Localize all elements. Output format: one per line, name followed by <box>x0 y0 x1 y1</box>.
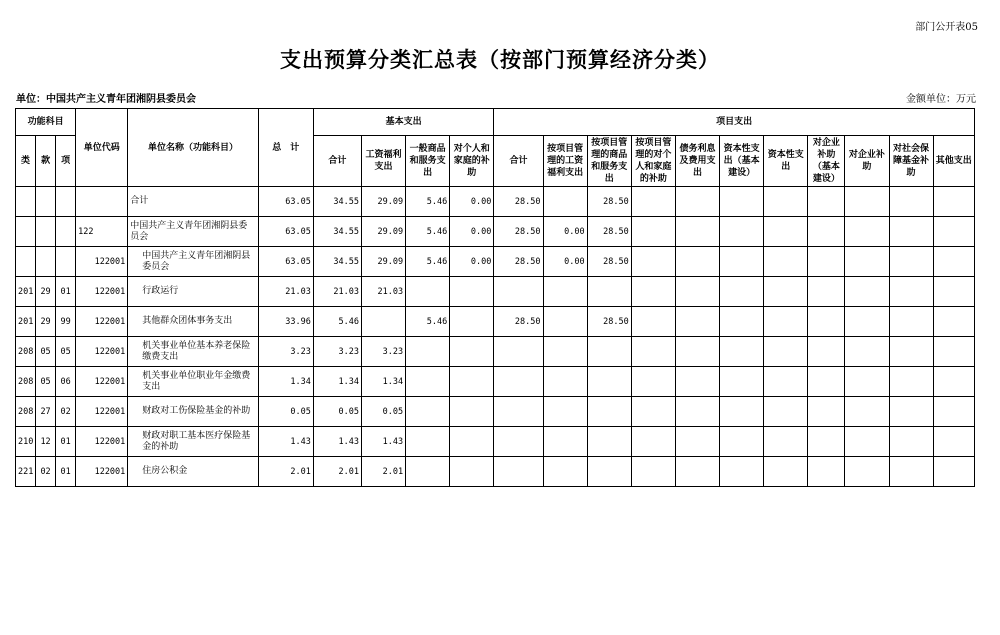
table-row <box>16 337 975 367</box>
cell-kuan <box>36 187 56 217</box>
page-title: 支出预算分类汇总表（按部门预算经济分类） <box>280 47 720 72</box>
cell-kuan: 02 <box>36 457 56 487</box>
cell-unit-name: 行政运行 <box>128 277 258 307</box>
cell-basic-family: 0.00 <box>450 247 494 277</box>
cell-basic-wage: 1.43 <box>361 427 405 457</box>
cell-basic-family: 0.00 <box>450 217 494 247</box>
cell-basic-family: 0.00 <box>450 187 494 217</box>
table-row <box>16 427 975 457</box>
cell-lei <box>16 247 36 277</box>
cell-project-debt <box>675 277 719 307</box>
cell-basic-goods: 5.46 <box>406 187 450 217</box>
cell-project-wage <box>543 397 587 427</box>
cell-xiang: 06 <box>56 367 76 397</box>
cell-project-social <box>889 307 933 337</box>
cell-lei <box>16 187 36 217</box>
cell-project-family <box>631 397 675 427</box>
header-project-enterprise-basic: 对企业补助（基本建设） <box>808 136 845 187</box>
form-number: 部门公开表05 <box>915 22 978 33</box>
cell-project-enterprise <box>845 307 889 337</box>
cell-xiang: 99 <box>56 307 76 337</box>
cell-project-goods: 28.50 <box>587 187 631 217</box>
cell-basic-goods: 5.46 <box>406 307 450 337</box>
cell-project-social <box>889 337 933 367</box>
cell-project-capital-basic <box>720 367 764 397</box>
header-project-sum: 合计 <box>494 136 543 187</box>
cell-lei: 201 <box>16 307 36 337</box>
cell-project-wage <box>543 367 587 397</box>
cell-project-other <box>933 427 974 457</box>
cell-project-debt <box>675 367 719 397</box>
cell-basic-wage: 3.23 <box>361 337 405 367</box>
cell-project-wage <box>543 187 587 217</box>
header-project-family: 按项目管理的对个人和家庭的补助 <box>631 136 675 187</box>
cell-kuan <box>36 217 56 247</box>
cell-project-sum <box>494 397 543 427</box>
cell-basic-wage: 1.34 <box>361 367 405 397</box>
cell-project-enterprise <box>845 457 889 487</box>
cell-unit-name: 机关事业单位基本养老保险缴费支出 <box>128 337 258 367</box>
cell-project-sum: 28.50 <box>494 307 543 337</box>
header-basic-sum: 合计 <box>313 136 361 187</box>
unit-label: 单位：中国共产主义青年团湘阴县委员会 <box>16 94 196 105</box>
cell-project-capital <box>764 457 808 487</box>
table-row <box>16 367 975 397</box>
cell-lei: 201 <box>16 277 36 307</box>
cell-unit-code: 122001 <box>76 397 128 427</box>
cell-project-wage: 0.00 <box>543 247 587 277</box>
cell-project-wage <box>543 307 587 337</box>
cell-xiang <box>56 187 76 217</box>
cell-unit-code: 122001 <box>76 457 128 487</box>
cell-kuan: 05 <box>36 337 56 367</box>
cell-project-social <box>889 397 933 427</box>
cell-basic-sum: 34.55 <box>313 187 361 217</box>
cell-basic-family <box>450 427 494 457</box>
cell-project-debt <box>675 397 719 427</box>
cell-project-capital <box>764 187 808 217</box>
header-project-enterprise: 对企业补助 <box>845 136 889 187</box>
cell-project-enterprise <box>845 247 889 277</box>
cell-basic-sum: 21.03 <box>313 277 361 307</box>
cell-project-wage <box>543 427 587 457</box>
table-row <box>16 217 975 247</box>
header-basic-goods: 一般商品和服务支出 <box>406 136 450 187</box>
cell-project-sum <box>494 427 543 457</box>
cell-project-enterprise-basic <box>808 457 845 487</box>
cell-xiang <box>56 247 76 277</box>
cell-xiang: 01 <box>56 277 76 307</box>
cell-unit-code: 122001 <box>76 277 128 307</box>
cell-kuan: 27 <box>36 397 56 427</box>
cell-basic-sum: 2.01 <box>313 457 361 487</box>
cell-project-debt <box>675 307 719 337</box>
cell-project-family <box>631 427 675 457</box>
cell-project-capital <box>764 397 808 427</box>
cell-kuan: 29 <box>36 307 56 337</box>
cell-project-enterprise-basic <box>808 307 845 337</box>
cell-project-sum <box>494 337 543 367</box>
cell-project-wage <box>543 277 587 307</box>
cell-project-capital <box>764 427 808 457</box>
table-row <box>16 307 975 337</box>
header-basic-family: 对个人和家庭的补助 <box>450 136 494 187</box>
cell-project-capital <box>764 247 808 277</box>
header-project-debt: 债务利息及费用支出 <box>675 136 719 187</box>
cell-project-other <box>933 247 974 277</box>
cell-total: 63.05 <box>258 247 313 277</box>
cell-project-debt <box>675 187 719 217</box>
cell-total: 2.01 <box>258 457 313 487</box>
cell-total: 1.34 <box>258 367 313 397</box>
currency-unit-label: 金额单位：万元 <box>906 94 976 105</box>
cell-xiang <box>56 217 76 247</box>
header-project-expenditure: 项目支出 <box>494 109 975 136</box>
cell-project-other <box>933 277 974 307</box>
cell-project-capital-basic <box>720 457 764 487</box>
header-project-goods: 按项目管理的商品和服务支出 <box>587 136 631 187</box>
cell-basic-wage: 29.09 <box>361 247 405 277</box>
cell-project-debt <box>675 337 719 367</box>
cell-project-goods: 28.50 <box>587 307 631 337</box>
cell-project-goods <box>587 337 631 367</box>
table-row <box>16 247 975 277</box>
cell-project-debt <box>675 457 719 487</box>
cell-project-capital <box>764 367 808 397</box>
cell-unit-code: 122001 <box>76 247 128 277</box>
cell-project-other <box>933 367 974 397</box>
cell-project-capital-basic <box>720 427 764 457</box>
header-xiang: 项 <box>56 136 76 187</box>
cell-total: 3.23 <box>258 337 313 367</box>
cell-basic-sum: 0.05 <box>313 397 361 427</box>
cell-project-enterprise <box>845 427 889 457</box>
cell-basic-family <box>450 457 494 487</box>
cell-project-enterprise-basic <box>808 247 845 277</box>
cell-project-enterprise-basic <box>808 217 845 247</box>
cell-project-other <box>933 397 974 427</box>
cell-xiang: 01 <box>56 427 76 457</box>
cell-project-other <box>933 457 974 487</box>
cell-project-enterprise <box>845 217 889 247</box>
cell-kuan <box>36 247 56 277</box>
cell-xiang: 02 <box>56 397 76 427</box>
cell-project-sum: 28.50 <box>494 217 543 247</box>
cell-project-goods: 28.50 <box>587 217 631 247</box>
cell-unit-name: 合计 <box>128 187 258 217</box>
table-row <box>16 457 975 487</box>
cell-basic-sum: 34.55 <box>313 217 361 247</box>
cell-unit-name: 中国共产主义青年团湘阴县委员会 <box>128 247 258 277</box>
cell-project-sum <box>494 457 543 487</box>
cell-project-family <box>631 367 675 397</box>
cell-project-social <box>889 217 933 247</box>
cell-project-social <box>889 277 933 307</box>
table-row <box>16 277 975 307</box>
cell-project-family <box>631 337 675 367</box>
cell-project-family <box>631 277 675 307</box>
cell-project-capital <box>764 217 808 247</box>
header-basic-wage: 工资福利支出 <box>361 136 405 187</box>
cell-unit-name: 其他群众团体事务支出 <box>128 307 258 337</box>
cell-basic-sum: 1.43 <box>313 427 361 457</box>
cell-basic-family <box>450 337 494 367</box>
header-lei: 类 <box>16 136 36 187</box>
cell-project-enterprise-basic <box>808 397 845 427</box>
cell-project-debt <box>675 427 719 457</box>
header-function-subject: 功能科目 <box>16 109 76 136</box>
cell-basic-wage: 0.05 <box>361 397 405 427</box>
cell-basic-goods <box>406 397 450 427</box>
cell-project-family <box>631 217 675 247</box>
cell-lei: 208 <box>16 397 36 427</box>
cell-project-capital-basic <box>720 307 764 337</box>
cell-kuan: 29 <box>36 277 56 307</box>
cell-project-enterprise-basic <box>808 277 845 307</box>
cell-lei: 208 <box>16 337 36 367</box>
cell-xiang: 01 <box>56 457 76 487</box>
cell-basic-family <box>450 367 494 397</box>
cell-project-capital <box>764 307 808 337</box>
cell-basic-wage: 2.01 <box>361 457 405 487</box>
cell-project-sum: 28.50 <box>494 247 543 277</box>
cell-basic-wage: 29.09 <box>361 217 405 247</box>
cell-basic-goods <box>406 457 450 487</box>
cell-project-sum <box>494 367 543 397</box>
header-project-capital: 资本性支出 <box>764 136 808 187</box>
cell-basic-family <box>450 397 494 427</box>
cell-project-other <box>933 337 974 367</box>
cell-project-family <box>631 307 675 337</box>
cell-xiang: 05 <box>56 337 76 367</box>
header-kuan: 款 <box>36 136 56 187</box>
cell-project-enterprise-basic <box>808 367 845 397</box>
cell-project-goods <box>587 397 631 427</box>
cell-total: 1.43 <box>258 427 313 457</box>
cell-project-enterprise-basic <box>808 187 845 217</box>
cell-basic-goods: 5.46 <box>406 217 450 247</box>
cell-project-debt <box>675 217 719 247</box>
cell-kuan: 12 <box>36 427 56 457</box>
cell-project-goods <box>587 457 631 487</box>
cell-project-capital-basic <box>720 217 764 247</box>
cell-project-enterprise-basic <box>808 427 845 457</box>
table-row <box>16 187 975 217</box>
cell-basic-sum: 34.55 <box>313 247 361 277</box>
cell-basic-wage: 21.03 <box>361 277 405 307</box>
cell-basic-goods <box>406 277 450 307</box>
cell-project-other <box>933 217 974 247</box>
cell-lei <box>16 217 36 247</box>
cell-project-enterprise-basic <box>808 337 845 367</box>
cell-unit-code: 122001 <box>76 337 128 367</box>
header-project-wage: 按项目管理的工资福利支出 <box>543 136 587 187</box>
cell-lei: 221 <box>16 457 36 487</box>
cell-project-social <box>889 427 933 457</box>
cell-unit-code: 122001 <box>76 427 128 457</box>
cell-project-enterprise <box>845 277 889 307</box>
cell-project-family <box>631 457 675 487</box>
cell-unit-code: 122001 <box>76 307 128 337</box>
cell-project-capital-basic <box>720 397 764 427</box>
budget-table <box>15 108 975 487</box>
header-unit-code: 单位代码 <box>76 109 128 187</box>
cell-project-enterprise <box>845 337 889 367</box>
cell-project-enterprise <box>845 367 889 397</box>
cell-project-goods <box>587 277 631 307</box>
cell-unit-code: 122001 <box>76 367 128 397</box>
cell-basic-sum: 5.46 <box>313 307 361 337</box>
table-row <box>16 397 975 427</box>
cell-basic-goods <box>406 427 450 457</box>
cell-project-other <box>933 187 974 217</box>
cell-project-other <box>933 307 974 337</box>
cell-project-goods <box>587 367 631 397</box>
cell-project-enterprise <box>845 187 889 217</box>
cell-unit-code <box>76 187 128 217</box>
header-project-capital-basic: 资本性支出（基本建设） <box>720 136 764 187</box>
cell-total: 63.05 <box>258 217 313 247</box>
cell-project-social <box>889 187 933 217</box>
cell-project-goods <box>587 427 631 457</box>
cell-project-debt <box>675 247 719 277</box>
cell-total: 0.05 <box>258 397 313 427</box>
cell-basic-goods <box>406 337 450 367</box>
cell-project-sum: 28.50 <box>494 187 543 217</box>
header-total: 总 计 <box>258 109 313 187</box>
cell-unit-name: 中国共产主义青年团湘阴县委员会 <box>128 217 258 247</box>
cell-project-capital-basic <box>720 187 764 217</box>
cell-project-goods: 28.50 <box>587 247 631 277</box>
cell-project-capital <box>764 337 808 367</box>
cell-project-capital <box>764 277 808 307</box>
cell-project-enterprise <box>845 397 889 427</box>
cell-project-family <box>631 247 675 277</box>
cell-project-capital-basic <box>720 337 764 367</box>
cell-basic-sum: 3.23 <box>313 337 361 367</box>
cell-total: 63.05 <box>258 187 313 217</box>
cell-unit-name: 住房公积金 <box>128 457 258 487</box>
cell-basic-goods: 5.46 <box>406 247 450 277</box>
header-project-other: 其他支出 <box>933 136 974 187</box>
cell-lei: 210 <box>16 427 36 457</box>
cell-basic-sum: 1.34 <box>313 367 361 397</box>
cell-lei: 208 <box>16 367 36 397</box>
header-project-social: 对社会保障基金补助 <box>889 136 933 187</box>
cell-basic-family <box>450 277 494 307</box>
cell-project-capital-basic <box>720 277 764 307</box>
cell-basic-wage: 29.09 <box>361 187 405 217</box>
header-unit-name: 单位名称（功能科目） <box>128 109 258 187</box>
cell-project-family <box>631 187 675 217</box>
cell-project-wage: 0.00 <box>543 217 587 247</box>
cell-project-wage <box>543 457 587 487</box>
cell-total: 21.03 <box>258 277 313 307</box>
cell-project-capital-basic <box>720 247 764 277</box>
cell-basic-wage <box>361 307 405 337</box>
cell-project-social <box>889 457 933 487</box>
header-basic-expenditure: 基本支出 <box>313 109 494 136</box>
cell-basic-goods <box>406 367 450 397</box>
cell-basic-family <box>450 307 494 337</box>
cell-project-wage <box>543 337 587 367</box>
cell-unit-name: 财政对职工基本医疗保险基金的补助 <box>128 427 258 457</box>
cell-unit-code: 122 <box>76 217 128 247</box>
cell-kuan: 05 <box>36 367 56 397</box>
cell-unit-name: 机关事业单位职业年金缴费支出 <box>128 367 258 397</box>
cell-project-sum <box>494 277 543 307</box>
cell-project-social <box>889 367 933 397</box>
cell-project-social <box>889 247 933 277</box>
cell-unit-name: 财政对工伤保险基金的补助 <box>128 397 258 427</box>
cell-total: 33.96 <box>258 307 313 337</box>
